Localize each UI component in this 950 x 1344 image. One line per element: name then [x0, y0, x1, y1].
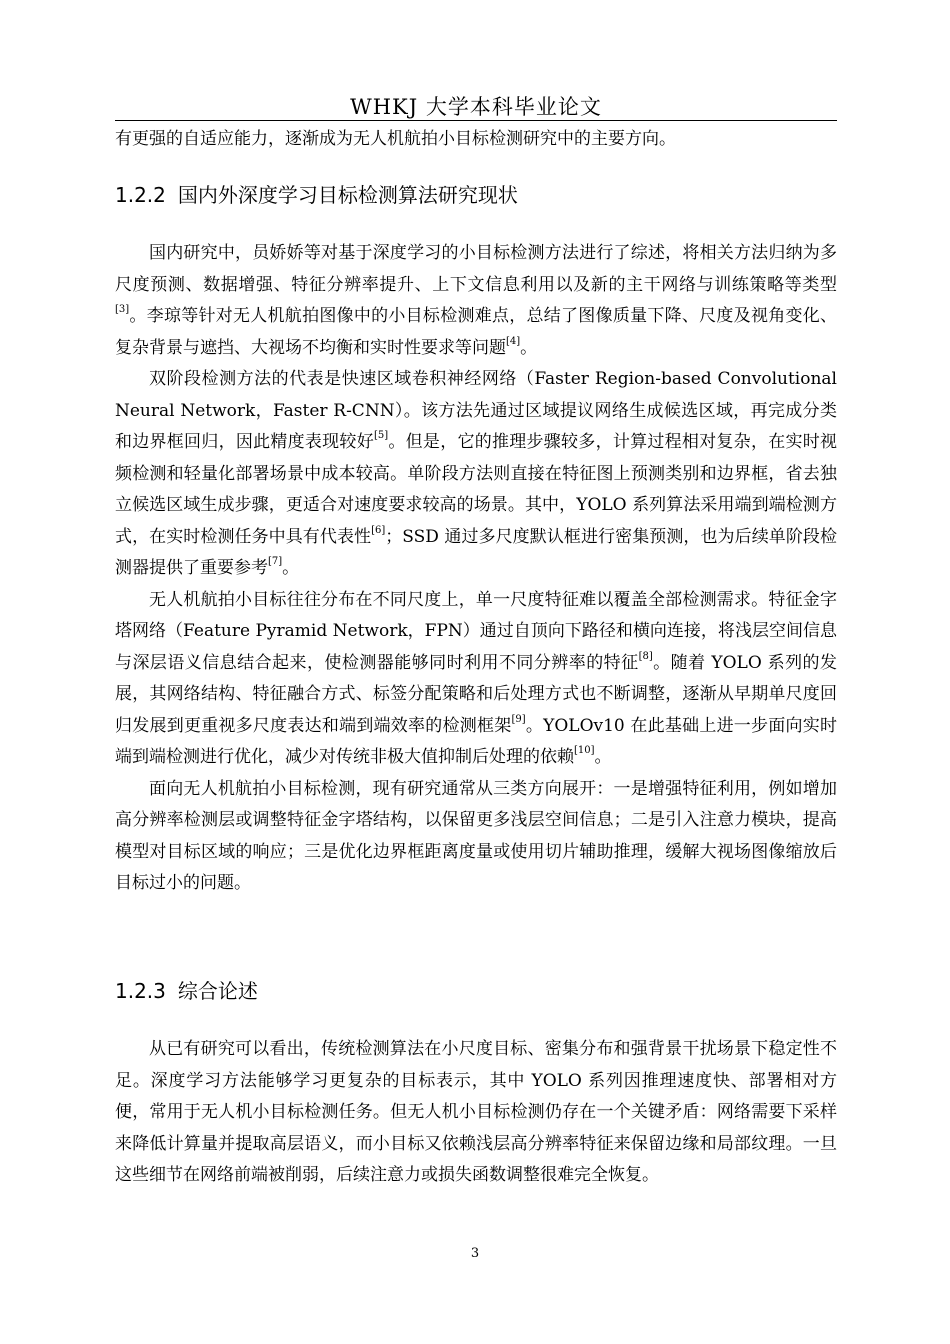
citation: [10] — [574, 745, 595, 757]
text-run: ；SSD 通过多尺度默认框进行密集预测，也为后续单阶段检测器提供了重要参考 — [115, 526, 837, 578]
text-run: 国内研究中，员娇娇等对基于深度学习的小目标检测方法进行了综述，将相关方法归纳为多尺度预测、数据增强、特征分辨率提升、上下文信息利用以及新的主干网络与训练策略等类型 — [115, 243, 837, 295]
citation: [8] — [638, 650, 653, 662]
continuation-paragraph: 有更强的自适应能力，逐渐成为无人机航拍小目标检测研究中的主要方向。 — [115, 129, 676, 149]
paragraph-1: 从已有研究可以看出，传统检测算法在小尺度目标、密集分布和强背景干扰场景下稳定性不足。深度学习方法能够学习更复杂的目标表示，其中 YOLO 系列因推理速度快、部署相对方便，常用于无人机小目标检测任务。但无人机小目标检测仍存在一个关键矛盾：网络需要下采样来降低计算量并提取高层语义，而小目标又依赖浅层高分辨率特征来保留边缘和局部纹理。一旦这些细节在网络前端被削弱，后续注意力或损失函数调整很难完全恢复。 — [115, 1039, 837, 1185]
text-run: 。 — [282, 558, 300, 578]
section-body-1-2-2 — [115, 238, 837, 900]
page-number: 3 — [470, 1246, 480, 1261]
text-run: 。YOLOv10 在此基础上进一步面向实时端到端检测进行优化，减少对传统非极大值抑制后处理的依赖 — [115, 715, 837, 767]
header-title: WHKJ 大学本科毕业论文 — [350, 95, 602, 119]
section-number: 1.2.2 — [115, 183, 166, 207]
citation: [6] — [371, 524, 386, 536]
citation: [7] — [268, 556, 283, 568]
section-title: 国内外深度学习目标检测算法研究现状 — [177, 183, 518, 207]
section-heading-1-2-2 — [115, 180, 837, 210]
paragraph-3 — [115, 585, 837, 774]
paragraph-2 — [115, 364, 837, 585]
citation: [5] — [373, 430, 389, 442]
section-number: 1.2.3 — [115, 979, 166, 1003]
paragraph-4: 面向无人机航拍小目标检测，现有研究通常从三类方向展开：一是增强特征利用，例如增加高分辨率检测层或调整特征金字塔结构，以保留更多浅层空间信息；二是引入注意力模块，提高模型对目标区域的响应；三是优化边界框距离度量或使用切片辅助推理，缓解大视场图像缩放后目标过小的问题。 — [115, 778, 837, 893]
citation: [4] — [506, 335, 521, 347]
text-run: 。 — [594, 747, 612, 767]
citation: [3] — [115, 304, 130, 316]
citation: [9] — [511, 713, 526, 725]
section-body-1-2-3 — [115, 1034, 837, 1192]
paragraph-1 — [115, 238, 837, 364]
text-run: 。但是，它的推理步骤较多，计算过程相对复杂，在实时视频检测和轻量化部署场景中成本较高。单阶段方法则直接在特征图上预测类别和边界框，省去独立候选区域生成步骤，更适合对速度要求较高的场景。其中，YOLO 系列算法采用端到端检测方式，在实时检测任务中具有代表性 — [115, 432, 838, 547]
text-run: 双阶段检测方法的代表是快速区域卷积神经网络（Faster Region-based Convolutional Neural Network，Faster R-CNN）。该方法先通过区域提议网络生成候选区域，再完成分类和边界框回归，因此精度表现较好 — [115, 369, 837, 452]
page-header — [115, 94, 837, 121]
section-heading-1-2-3 — [115, 976, 837, 1006]
text-run: 无人机航拍小目标往往分布在不同尺度上，单一尺度特征难以覆盖全部检测需求。特征金字塔网络（Feature Pyramid Network，FPN）通过自顶向下路径和横向连接，将浅层空间信息与深层语义信息结合起来，使检测器能够同时利用不同分辨率的特征 — [115, 589, 837, 673]
text-run: 。李琼等针对无人机航拍图像中的小目标检测难点，总结了图像质量下降、尺度及视角变化、复杂背景与遮挡、大视场不均衡和实时性要求等问题 — [115, 306, 837, 358]
text-run: 。 — [520, 337, 538, 358]
section-title: 综合论述 — [177, 979, 258, 1003]
text-run: 。随着 YOLO 系列的发展，其网络结构、特征融合方式、标签分配策略和后处理方式也不断调整，逐渐从早期单尺度回归发展到更重视多尺度表达和端到端效率的检测框架 — [115, 652, 837, 736]
